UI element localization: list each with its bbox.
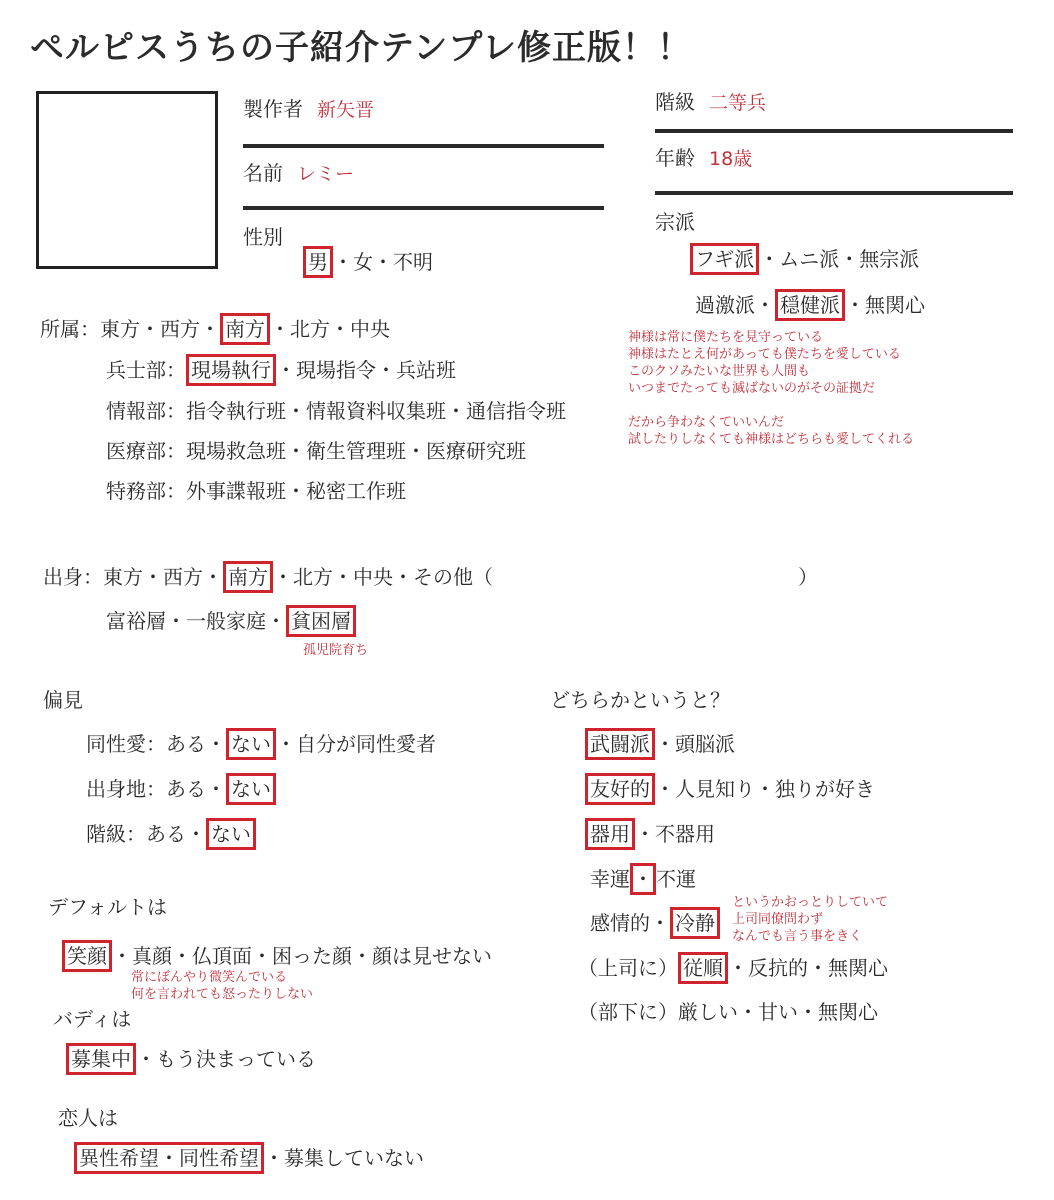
- lover-options: 異性希望・同性希望 ・募集していない: [74, 1142, 424, 1171]
- tendency-option-selected: 冷静: [670, 907, 720, 939]
- divider: [243, 206, 604, 210]
- affiliation-option-selected: 南方: [220, 313, 270, 345]
- origin-note: 孤児院育ち: [303, 643, 369, 658]
- tendency-row-7: （部下に）厳しい・甘い・無関心: [578, 1000, 878, 1024]
- buddy-label: バディは: [53, 1007, 132, 1031]
- prejudice-option-selected: ない: [226, 773, 276, 805]
- tendency-option-selected: 器用: [585, 818, 635, 850]
- tendency-option-selected: 従順: [678, 952, 728, 984]
- page-title: ペルピスうちの子紹介テンプレ修正版！！: [30, 28, 692, 68]
- divider: [655, 129, 1013, 133]
- name-field: 名前 レミー: [243, 161, 355, 185]
- department-option-selected: 現場執行: [186, 354, 276, 386]
- creator-value: 新矢晋: [317, 99, 375, 121]
- buddy-options: 募集中 ・もう決まっている: [66, 1043, 316, 1072]
- tendency-option-selected: ・: [630, 863, 656, 895]
- tendency-option-selected: 武闘派: [585, 728, 655, 760]
- divider: [655, 191, 1013, 195]
- tendency-row-5: 感情的・ 冷静: [590, 907, 720, 936]
- origin-class-selected: 貧困層: [286, 605, 356, 637]
- prejudice-row-rank: 階級：ある・ ない: [86, 818, 256, 847]
- name-value: レミー: [297, 163, 355, 185]
- tendency-row-4: 幸運 ・ 不運: [590, 863, 696, 892]
- prejudice-label: 偏見: [43, 688, 83, 712]
- origin-class-row: 富裕層・一般家庭・ 貧困層: [106, 605, 356, 634]
- origin-option-selected: 南方: [223, 561, 273, 593]
- lover-label: 恋人は: [58, 1106, 118, 1130]
- tendency-row-1: 武闘派 ・頭脳派: [585, 728, 735, 757]
- prejudice-row-origin: 出身地：ある・ ない: [86, 773, 276, 802]
- age-value: 18歳: [709, 148, 753, 170]
- default-note: 常にぼんやり微笑んでいる 何を言われても怒ったりしない: [131, 970, 314, 1002]
- gender-label: 性別: [243, 225, 283, 249]
- rank-value: 二等兵: [709, 92, 767, 114]
- department-row-special: 特務部：外事諜報班・秘密工作班: [106, 479, 406, 503]
- tendency-option-selected: 友好的: [585, 773, 655, 805]
- tendency-note: というかおっとりしていて 上司同僚問わず なんでも言う事をきく: [732, 895, 889, 944]
- photo-placeholder[interactable]: [36, 91, 218, 269]
- buddy-option-selected: 募集中: [66, 1043, 136, 1075]
- default-option-selected: 笑顔: [62, 940, 112, 972]
- creator-field: 製作者 新矢晋: [243, 97, 375, 121]
- prejudice-option-selected: ない: [226, 728, 276, 760]
- tendency-label: どちらかというと？: [550, 688, 730, 712]
- sect-label: 宗派: [655, 210, 695, 234]
- department-row-soldier: 兵士部： 現場執行 ・現場指令・兵站班: [106, 354, 456, 383]
- tendency-row-6: （上司に） 従順 ・反抗的・無関心: [578, 952, 888, 981]
- origin-row: 出身：東方・西方・ 南方 ・北方・中央・その他（: [43, 561, 493, 590]
- lover-option-selected: 異性希望・同性希望: [74, 1142, 264, 1174]
- title-suffix: 修正版！！: [516, 28, 692, 68]
- rank-field: 階級 二等兵: [655, 90, 767, 114]
- sect-options-row1: フギ派 ・ムニ派・無宗派: [690, 243, 919, 272]
- gender-option-selected: 男: [303, 246, 333, 278]
- age-field: 年齢 18歳: [655, 146, 753, 170]
- affiliation-row: 所属：東方・西方・ 南方 ・北方・中央: [40, 313, 390, 342]
- prejudice-row-same-sex: 同性愛：ある・ ない ・自分が同性愛者: [86, 728, 436, 757]
- department-row-medical: 医療部：現場救急班・衛生管理班・医療研究班: [106, 439, 526, 463]
- origin-close-paren: ）: [798, 565, 818, 589]
- sect-note: 神様は常に僕たちを見守っている 神様はたとえ何があっても僕たちを愛している このクソみたいな世界も人間も いつまでたっても滅ばないのがその証拠だ だから争わなくていいんだ 試したりしなくても神様はどちらも愛してくれる: [628, 330, 915, 447]
- tendency-row-2: 友好的 ・人見知り・独りが好き: [585, 773, 875, 802]
- department-row-intel: 情報部：指令執行班・情報資料収集班・通信指令班: [106, 399, 566, 423]
- divider: [243, 144, 604, 148]
- tendency-row-3: 器用 ・不器用: [585, 818, 715, 847]
- sect-option-selected: 穏健派: [775, 289, 845, 321]
- sect-options-row2: 過激派・ 穏健派 ・無関心: [695, 289, 925, 318]
- gender-options: 男 ・女・不明: [303, 246, 433, 275]
- default-label: デフォルトは: [48, 895, 167, 919]
- prejudice-option-selected: ない: [206, 818, 256, 850]
- sect-option-selected: フギ派: [690, 243, 759, 275]
- default-options: 笑顔 ・真顔・仏頂面・困った顔・顔は見せない: [62, 940, 492, 969]
